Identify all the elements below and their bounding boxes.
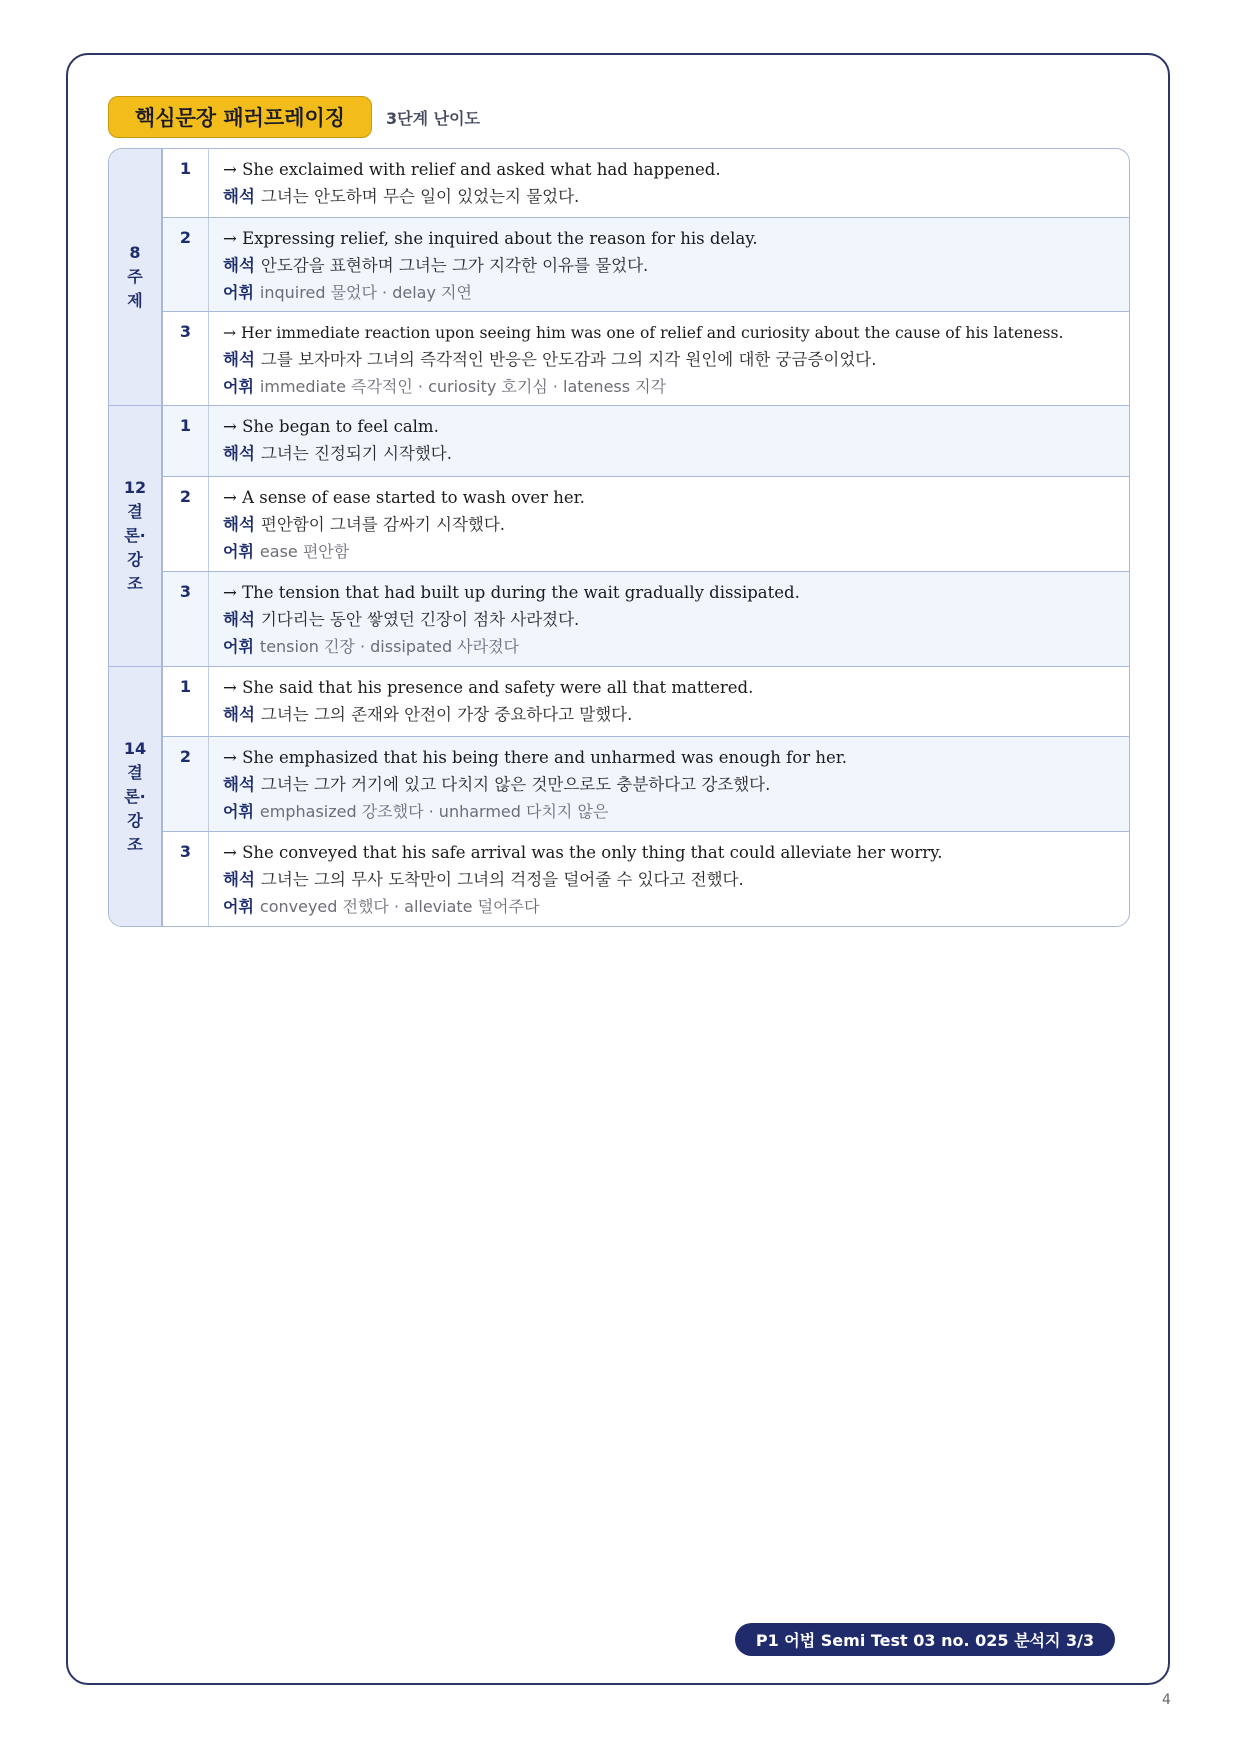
vocabulary: 어휘 emphasized 강조했다 · unharmed 다치지 않은 [223,802,609,821]
group-label: 14 결 론· 강 조 [109,667,163,927]
paraphrase-sentence: → Expressing relief, she inquired about the reason for his delay. [223,229,758,248]
table-row [163,149,1129,218]
translation: 해석 기다리는 동안 쌓였던 긴장이 점차 사라졌다. [223,610,580,629]
footer-badge: P1 어법 Semi Test 03 no. 025 분석지 3/3 [735,1623,1115,1656]
row-number: 1 [163,667,209,736]
table-row [163,737,1129,832]
vocabulary: 어휘 tension 긴장 · dissipated 사라졌다 [223,637,520,656]
table-row [163,312,1129,405]
group-label: 12 결 론· 강 조 [109,406,163,666]
paraphrase-sentence: → Her immediate reaction upon seeing him was one of relief and curiosity about the cause of his lateness. [223,324,1064,342]
translation: 해석 그녀는 안도하며 무슨 일이 있었는지 물었다. [223,187,580,206]
table-row [163,406,1129,477]
difficulty-level: 3단계 난이도 [386,108,480,128]
vocabulary: 어휘 conveyed 전했다 · alleviate 덜어주다 [223,897,540,916]
group-8 [109,149,1129,406]
group-label: 8 주 제 [109,149,163,405]
paraphrase-sentence: → A sense of ease started to wash over her. [223,488,585,507]
table-row [163,218,1129,312]
paraphrase-sentence: → The tension that had built up during the wait gradually dissipated. [223,583,800,602]
translation: 해석 편안함이 그녀를 감싸기 시작했다. [223,515,506,534]
table-row [163,477,1129,572]
vocabulary: 어휘 immediate 즉각적인 · curiosity 호기심 · lateness 지각 [223,377,667,396]
paraphrase-sentence: → She exclaimed with relief and asked what had happened. [223,160,721,179]
paraphrase-sentence: → She said that his presence and safety were all that mattered. [223,678,754,697]
paraphrase-table [108,148,1130,927]
translation: 해석 그녀는 그의 존재와 안전이 가장 중요하다고 말했다. [223,705,633,724]
section-header [108,95,480,139]
table-row [163,667,1129,737]
translation: 해석 그를 보자마자 그녀의 즉각적인 반응은 안도감과 그의 지각 원인에 대한 궁금증이었다. [223,350,877,369]
row-number: 3 [163,572,209,666]
table-row [163,572,1129,666]
row-number: 3 [163,312,209,405]
vocabulary: 어휘 inquired 물었다 · delay 지연 [223,283,472,302]
paraphrase-sentence: → She conveyed that his safe arrival was the only thing that could alleviate her worry. [223,843,943,862]
row-number: 2 [163,737,209,831]
page-number: 4 [1162,1692,1171,1708]
paraphrase-sentence: → She emphasized that his being there and unharmed was enough for her. [223,748,848,767]
row-number: 2 [163,218,209,311]
row-number: 1 [163,149,209,217]
row-number: 2 [163,477,209,571]
group-12 [109,406,1129,667]
translation: 해석 그녀는 그가 거기에 있고 다치지 않은 것만으로도 충분하다고 강조했다. [223,775,771,794]
table-row [163,832,1129,927]
paraphrase-sentence: → She began to feel calm. [223,417,439,436]
translation: 해석 그녀는 그의 무사 도착만이 그녀의 걱정을 덜어줄 수 있다고 전했다. [223,870,744,889]
translation: 해석 그녀는 진정되기 시작했다. [223,444,452,463]
translation: 해석 안도감을 표현하며 그녀는 그가 지각한 이유를 물었다. [223,256,649,275]
row-number: 1 [163,406,209,476]
section-title: 핵심문장 패러프레이징 [108,96,372,138]
row-number: 3 [163,832,209,927]
vocabulary: 어휘 ease 편안함 [223,542,350,561]
group-14 [109,667,1129,927]
